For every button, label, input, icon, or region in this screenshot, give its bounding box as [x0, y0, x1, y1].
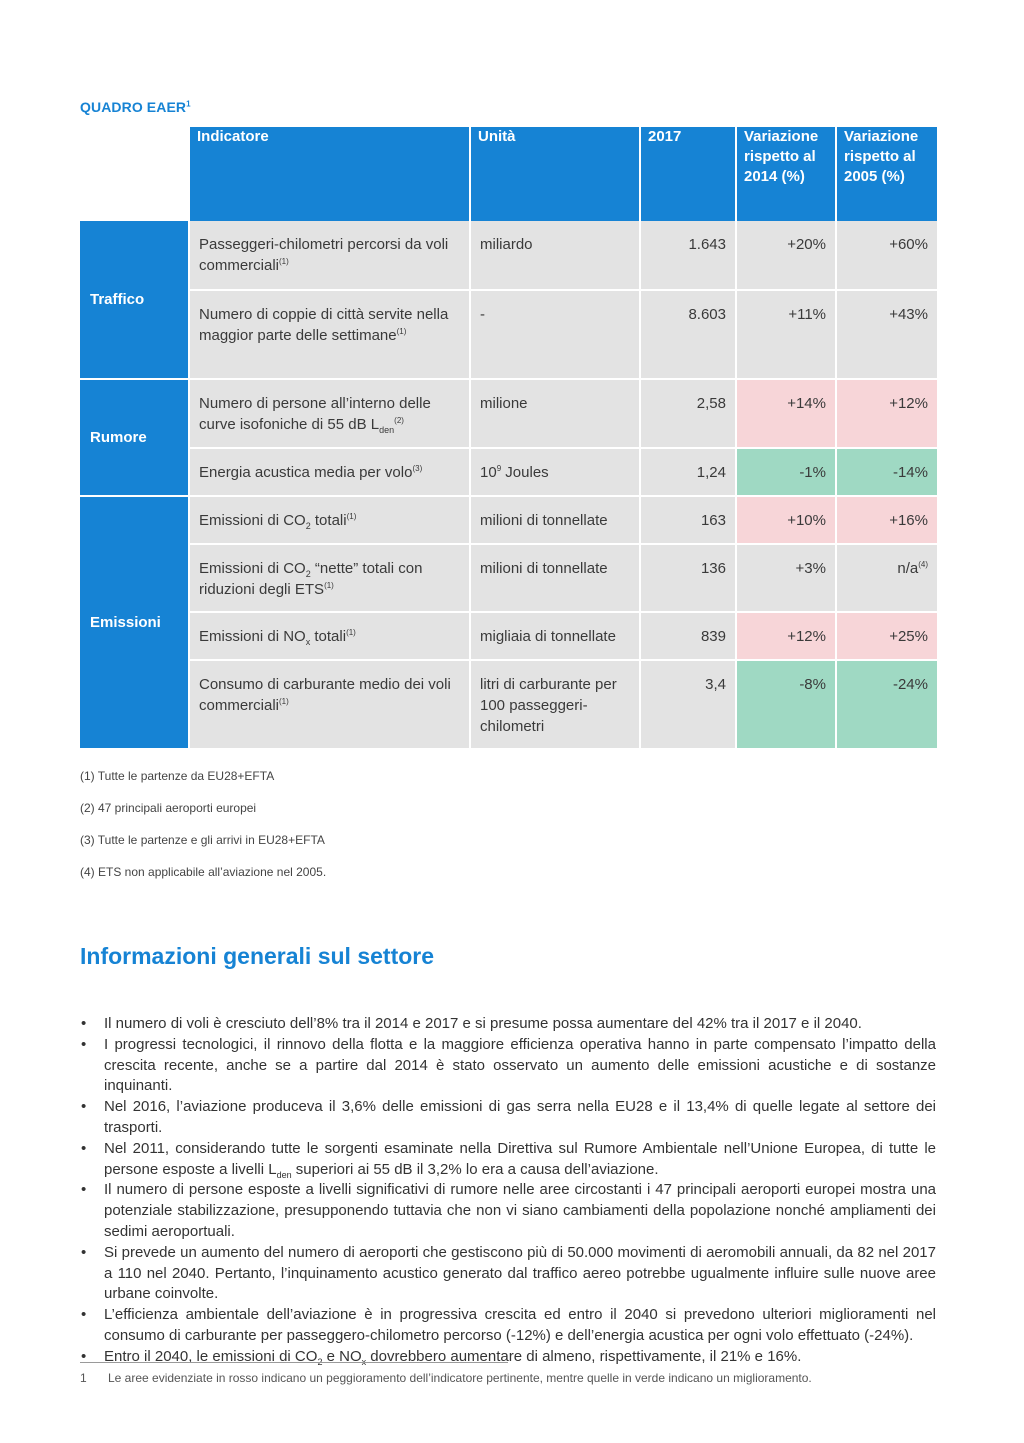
var-2005: -24%	[836, 660, 937, 749]
indicator-cell: Emissioni di $NO_x$ totali$^{(1)}$	[189, 612, 470, 660]
table-row	[80, 379, 937, 448]
footnote-text: Le aree evidenziate in rosso indicano un peggioramento dell’indicatore pertinente, mentre quelle in verde indicano un miglioramento.	[108, 1371, 812, 1385]
var-2014: +12%	[736, 612, 836, 660]
header-2017: 2017	[640, 127, 736, 221]
table-row	[80, 448, 937, 496]
var-2014: +3%	[736, 544, 836, 612]
unit-cell: migliaia di tonnellate	[470, 612, 640, 660]
header-unita: Unità	[470, 127, 640, 221]
table-row	[80, 221, 937, 290]
indicator-cell: Consumo di carburante medio dei voli commerciali$^{(1)}$	[189, 660, 470, 749]
header-var-2014: Variazione rispetto al 2014 (%)	[736, 127, 836, 221]
bullet-icon: •	[81, 1035, 87, 1053]
note-4: (4) ETS non applicabile all’aviazione nel 2005.	[80, 865, 327, 879]
var-2014: -8%	[736, 660, 836, 749]
table-row	[80, 544, 937, 612]
list-item: • I progressi tecnologici, il rinnovo della flotta e la maggiore efficienza operativa hanno in parte compensato l’impatto della crescita recente, anche se a partire dal 2014 è stato osservato un aumento delle emissioni acustiche e di sostanze inquinanti.	[81, 1035, 936, 1095]
var-2014: +10%	[736, 496, 836, 544]
header-blank	[80, 127, 189, 221]
unit-cell: $10^9$ Joules	[470, 448, 640, 496]
bullet-icon: •	[81, 1347, 87, 1365]
table-row	[80, 612, 937, 660]
bullet-icon: •	[81, 1181, 87, 1199]
bullet-icon: •	[81, 1306, 87, 1324]
indicator-cell: Energia acustica media per volo$^{(3)}$	[189, 448, 470, 496]
bullet-list	[80, 1014, 936, 1368]
header-indicatore: Indicatore	[189, 127, 470, 221]
value-2017: 163	[640, 496, 736, 544]
bullet-icon: •	[81, 1139, 87, 1157]
eaer-table	[80, 127, 937, 750]
table-notes	[80, 768, 326, 896]
var-2014: -1%	[736, 448, 836, 496]
indicator-cell: Emissioni di $CO_2$ totali$^{(1)}$	[189, 496, 470, 544]
value-2017: 1,24	[640, 448, 736, 496]
var-2014: +11%	[736, 290, 836, 379]
note-2: (2) 47 principali aeroporti europei	[80, 801, 257, 815]
unit-cell: -	[470, 290, 640, 379]
group-emissioni: Emissioni	[80, 496, 189, 749]
list-item: • Si prevede un aumento del numero di aeroporti che gestiscono più di 50.000 movimenti di aeromobili annuali, da 82 nel 2017 a 110 nel 2040. Pertanto, l’inquinamento acustico generato dal traffico aereo potrebbe ugualmente influire sulle nuove aree urbane coinvolte.	[81, 1243, 936, 1303]
var-2014: +20%	[736, 221, 836, 290]
list-item: • Entro il 2040, le emissioni di $CO_2$ e $NO_x$ dovrebbero aumentare di almeno, rispettivamente, il 21% e 16%.	[81, 1347, 802, 1367]
list-item: • Il numero di voli è cresciuto dell’8% tra il 2014 e 2017 e si presume possa aumentare del 42% tra il 2017 e il 2040.	[80, 1014, 936, 1035]
var-2005: +16%	[836, 496, 937, 544]
unit-cell: milioni di tonnellate	[470, 496, 640, 544]
var-2005: +43%	[836, 290, 937, 379]
value-2017: 136	[640, 544, 736, 612]
table-header-row	[80, 127, 937, 221]
var-2005: +60%	[836, 221, 937, 290]
indicator-cell: Numero di coppie di città servite nella maggior parte delle settimane$^{(1)}$	[189, 290, 470, 379]
unit-cell: milione	[470, 379, 640, 448]
value-2017: 3,4	[640, 660, 736, 749]
list-item: • Nel 2011, considerando tutte le sorgenti esaminate nella Direttiva sul Rumore Ambientale nell’Unione Europea, di tutte le persone esposte a livelli $L_{den}$ superiori ai 55 dB il 3,2% lo era a causa dell’aviazione.	[81, 1139, 936, 1180]
value-2017: 839	[640, 612, 736, 660]
footnote-ref: 1	[186, 99, 191, 109]
unit-cell: milioni di tonnellate	[470, 544, 640, 612]
table-title: QUADRO EAER$^1$	[80, 99, 191, 115]
bullet-icon: •	[81, 1243, 87, 1261]
footnote-number: 1	[80, 1371, 87, 1385]
value-2017: 1.643	[640, 221, 736, 290]
bullet-icon: •	[81, 1015, 87, 1032]
table-row	[80, 496, 937, 544]
indicator-cell: Numero di persone all’interno delle curve isofoniche di 55 dB $L_{den}^{(2)}$	[189, 379, 470, 448]
indicator-cell: Emissioni di $CO_2$ “nette” totali con riduzioni degli ETS$^{(1)}$	[189, 544, 470, 612]
table-row	[80, 290, 937, 379]
section-title: Informazioni generali sul settore	[80, 943, 435, 969]
var-2005: +12%	[836, 379, 937, 448]
indicator-cell: Passeggeri-chilometri percorsi da voli commerciali$^{(1)}$	[189, 221, 470, 290]
value-2017: 8.603	[640, 290, 736, 379]
var-2014: +14%	[736, 379, 836, 448]
bullet-icon: •	[81, 1098, 87, 1116]
header-var-2005: Variazione rispetto al 2005 (%)	[836, 127, 937, 221]
group-traffico: Traffico	[80, 221, 189, 379]
unit-cell: litri di carburante per 100 passeggeri-chilometri	[470, 660, 640, 749]
var-2005: +25%	[836, 612, 937, 660]
list-item: • Nel 2016, l’aviazione produceva il 3,6% delle emissioni di gas serra nella EU28 e il 13,4% di quelle legate al settore dei trasporti.	[81, 1098, 936, 1136]
var-2005: $n/a^{(4)}$	[836, 544, 937, 612]
table-row	[80, 660, 937, 749]
unit-cell: miliardo	[470, 221, 640, 290]
note-1: (1) Tutte le partenze da EU28+EFTA	[80, 769, 275, 783]
footnote-divider	[80, 1362, 508, 1363]
footnote	[80, 1371, 812, 1385]
note-3: (3) Tutte le partenze e gli arrivi in EU28+EFTA	[80, 833, 325, 847]
group-rumore: Rumore	[80, 379, 189, 496]
var-2005: -14%	[836, 448, 937, 496]
list-item: • Il numero di persone esposte a livelli significativi di rumore nelle aree circostanti i 47 principali aeroporti europei mostra una potenziale stabilizzazione, presupponendo tuttavia che non vi siano cambiamenti della popolazione nonché ampliamenti dei sedimi aeroportuali.	[81, 1181, 936, 1240]
list-item: • L’efficienza ambientale dell’aviazione è in progressiva crescita ed entro il 2040 si prevedono ulteriori miglioramenti nel consumo di carburante per passeggero-chilometro percorso (-12%) e dell’energia acustica per ogni volo effettuato (-24%).	[81, 1306, 936, 1344]
value-2017: 2,58	[640, 379, 736, 448]
